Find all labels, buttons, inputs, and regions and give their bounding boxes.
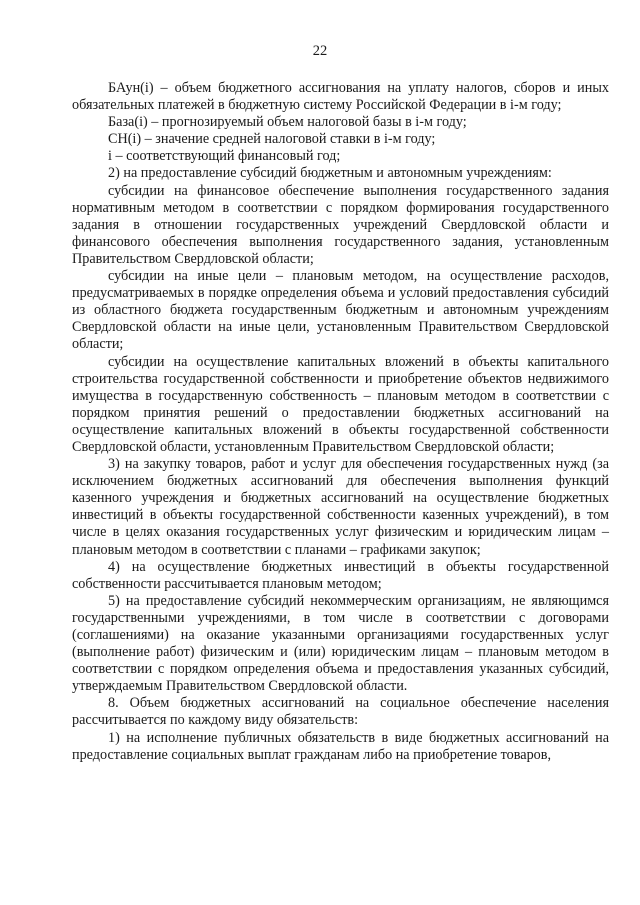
paragraph-i-definition: i – соответствующий финансовый год; (108, 148, 341, 165)
document-body (72, 80, 609, 764)
paragraph-item-4: 4) на осуществление бюджетных инвестиций в объекты государственной собственности рассчитывается плановым методом; (72, 558, 609, 592)
paragraph-item-2: 2) на предоставление субсидий бюджетным и автономным учреждениям: (108, 165, 552, 182)
page-number: 22 (312, 43, 328, 59)
paragraph-section-8-item-1: 1) на исполнение публичных обязательств в виде бюджетных ассигнований на предоставление социальных выплат гражданам либо на приобретение товаров, (72, 729, 609, 763)
paragraph-section-8: 8. Объем бюджетных ассигнований на социальное обеспечение населения рассчитывается по каждому виду обязательств: (72, 695, 609, 729)
paragraph-other-purpose-subsidies: субсидии на иные цели – плановым методом, на осуществление расходов, предусматриваемых в порядке определения объема и условий предоставления субсидий из областного бюджета государственным бюджетным и автономным учреждениям Свердловской области на иные цели, установленным Правительством Свердловской области; (72, 268, 609, 353)
paragraph-state-task-subsidies: субсидии на финансовое обеспечение выполнения государственного задания нормативным методом в соответствии с порядком формирования государственного задания в отношении государственных учреждений Свердловской области и финансового обеспечения выполнения государственного задания, установленным Правительством Свердловской области; (72, 182, 609, 267)
paragraph-item-3: 3) на закупку товаров, работ и услуг для обеспечения государственных нужд (за исключением бюджетных ассигнований для обеспечения выполнения функций казенного учреждения и бюджетных ассигнований на осуществление бюджетных инвестиций в объекты государственной собственности казенных учреждений), в том числе в целях оказания государственных услуг физическим и юридическим лицам – плановым методом в соответствии с планами – графиками закупок; (72, 456, 609, 558)
paragraph-sn-definition: СН(i) – значение средней налоговой ставки в i-м году; (108, 131, 436, 148)
paragraph-base-definition: База(i) – прогнозируемый объем налоговой базы в i-м году; (108, 114, 467, 131)
paragraph-bau-definition: БАун(i) – объем бюджетного ассигнования на уплату налогов, сборов и иных обязательных платежей в бюджетную систему Российской Федерации в i-м году; (72, 80, 609, 114)
paragraph-capital-investment-subsidies: субсидии на осуществление капитальных вложений в объекты капитального строительства государственной собственности и приобретение объектов недвижимого имущества в государственную собственность – плановым методом в соответствии с порядком принятия решений о предоставлении бюджетных ассигнований на осуществление капитальных вложений в объекты государственной собственности Свердловской области, установленным Правительством Свердловской области; (72, 353, 609, 455)
paragraph-item-5: 5) на предоставление субсидий некоммерческим организациям, не являющимся государственными учреждениями, в том числе в соответствии с договорами (соглашениями) на оказание указанными организациями государственных услуг (выполнение работ) физическим и (или) юридическим лицам – плановым методом в соответствии с порядком определения объема и предоставления указанных субсидий, утверждаемым Правительством Свердловской области. (72, 592, 609, 695)
